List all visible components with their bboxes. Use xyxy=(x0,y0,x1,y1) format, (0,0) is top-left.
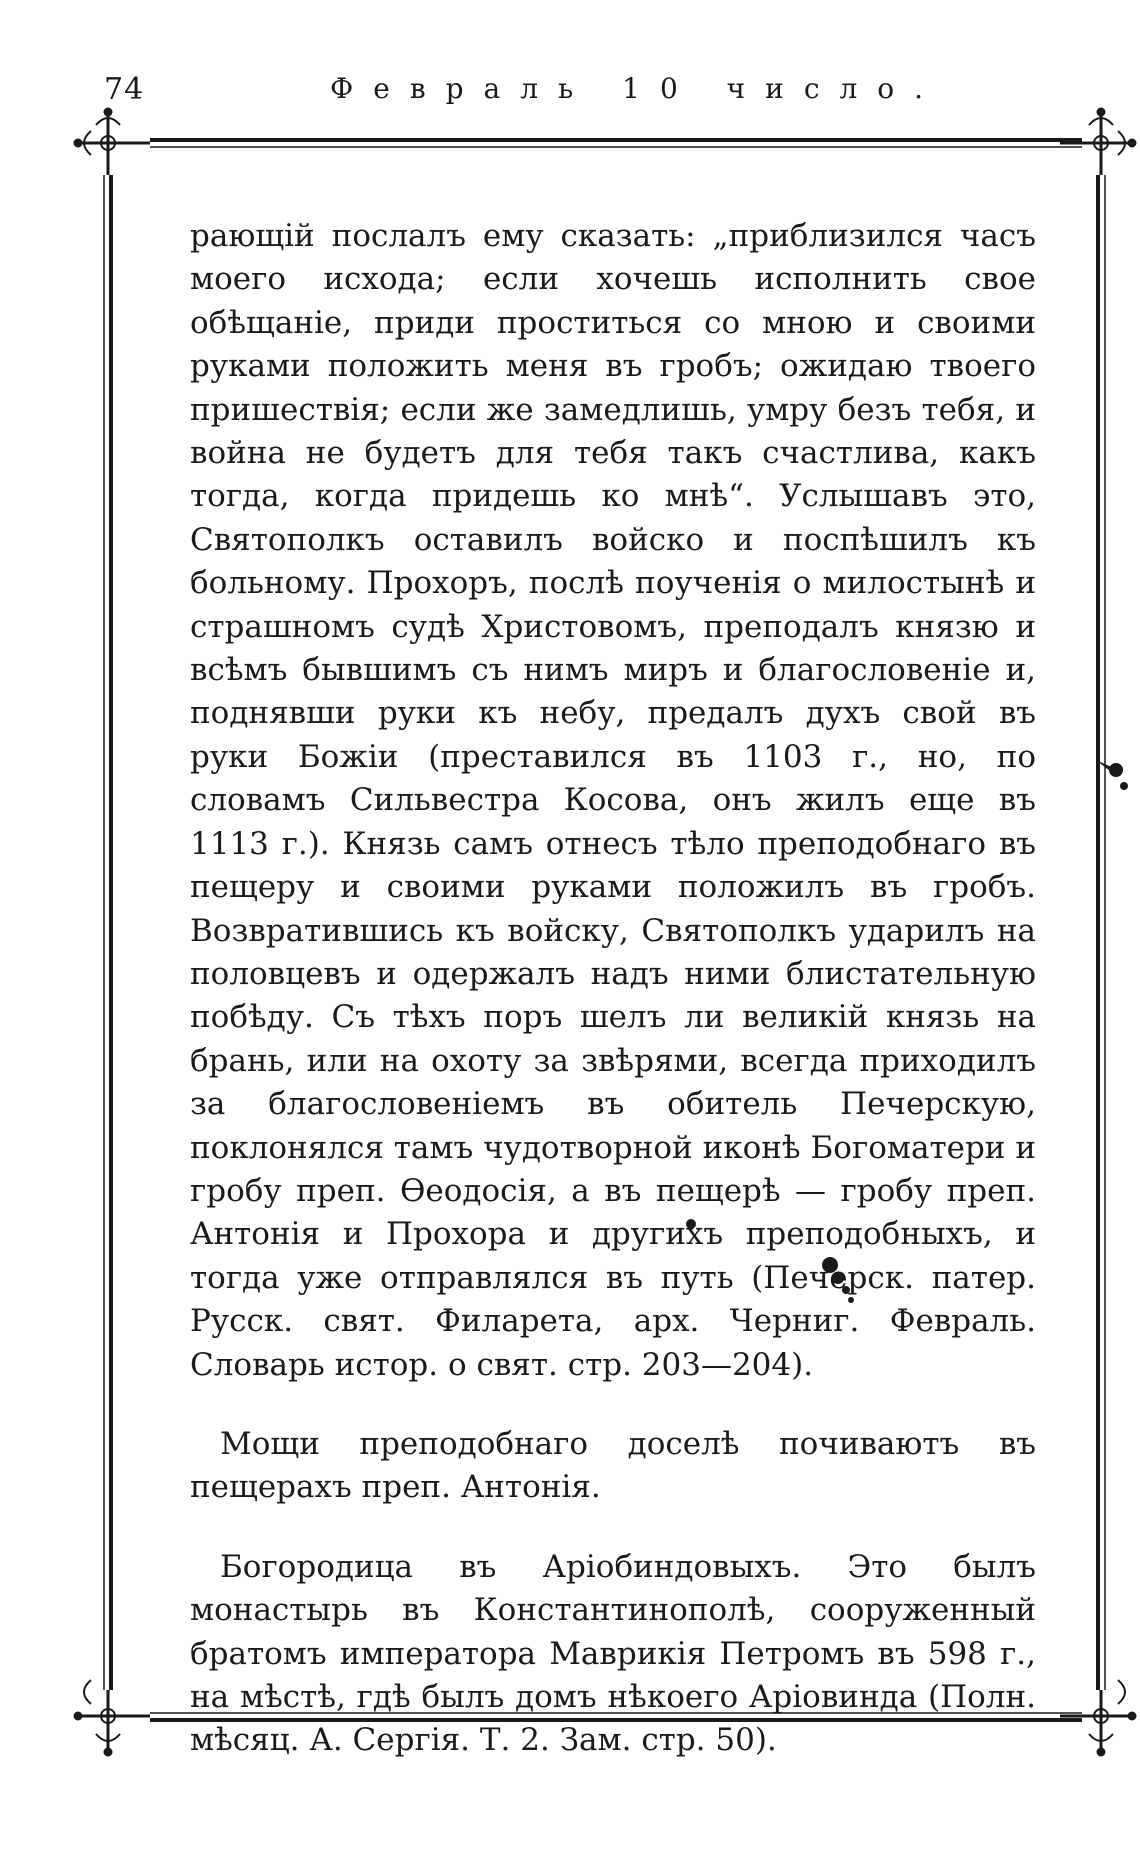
corner-ornament-top-right xyxy=(1060,108,1136,175)
page-number: 74 xyxy=(104,72,145,107)
running-head: Февраль 10 число. xyxy=(330,72,944,105)
paragraph-monastery: Богородица въ Аріобиндовыхъ. Это былъ монастырь въ Константинополѣ, сооруженный братомъ императора Маврикія Петромъ въ 598 г., на мѣстѣ, гдѣ былъ домъ нѣкоего Аріовинда (Полн. мѣсяц. А. Сергія. Т. 2. Зам. стр. 50). xyxy=(190,1548,1036,1759)
paragraph-relics: Мощи преподобнаго доселѣ почиваютъ въ пещерахъ преп. Антонія. xyxy=(190,1425,1036,1506)
body-text xyxy=(190,215,1036,1763)
corner-ornament-bottom-left xyxy=(74,1680,150,1756)
corner-ornament-top-left xyxy=(74,108,150,175)
paragraph-continued: рающій послалъ ему сказать: „приблизился часъ моего исхода; если хочешь исполнить свое обѣщаніе, приди проститься со мною и своими руками положить меня въ гробъ; ожидаю твоего пришествія; если же замедлишь, умру безъ тебя, и война не будетъ для тебя такъ счастлива, какъ тогда, когда придешь ко мнѣ“. Услышавъ это, Святополкъ оставилъ войско и поспѣшилъ къ больному. Прохоръ, послѣ поученія о милостынѣ и страшномъ судѣ Христовомъ, преподалъ князю и всѣмъ бывшимъ съ нимъ миръ и благословеніе и, поднявши руки къ небу, предалъ духъ свой въ руки Божіи (преставился въ 1103 г., но, по словамъ Сильвестра Косова, онъ жилъ еще въ 1113 г.). Князь самъ отнесъ тѣло преподобнаго въ пещеру и своими руками положилъ въ гробъ. Возвратившись къ войску, Святополкъ ударилъ на половцевъ и одержалъ надъ ними блистательную побѣду. Съ тѣхъ поръ шелъ ли великій князь на брань, или на охоту за звѣрями, всегда приходилъ за благословеніемъ въ обитель Печерскую, поклонялся тамъ чудотворной иконѣ Богоматери и гробу преп. Ѳеодосія, а въ пещерѣ — гробу преп. Антонія и Прохора и другихъ преподобныхъ, и тогда уже отправлялся въ путь (Печерск. патер. Русск. свят. Филарета, арх. Черниг. Февраль. Словарь истор. о свят. стр. 203—204). xyxy=(190,218,1036,1383)
